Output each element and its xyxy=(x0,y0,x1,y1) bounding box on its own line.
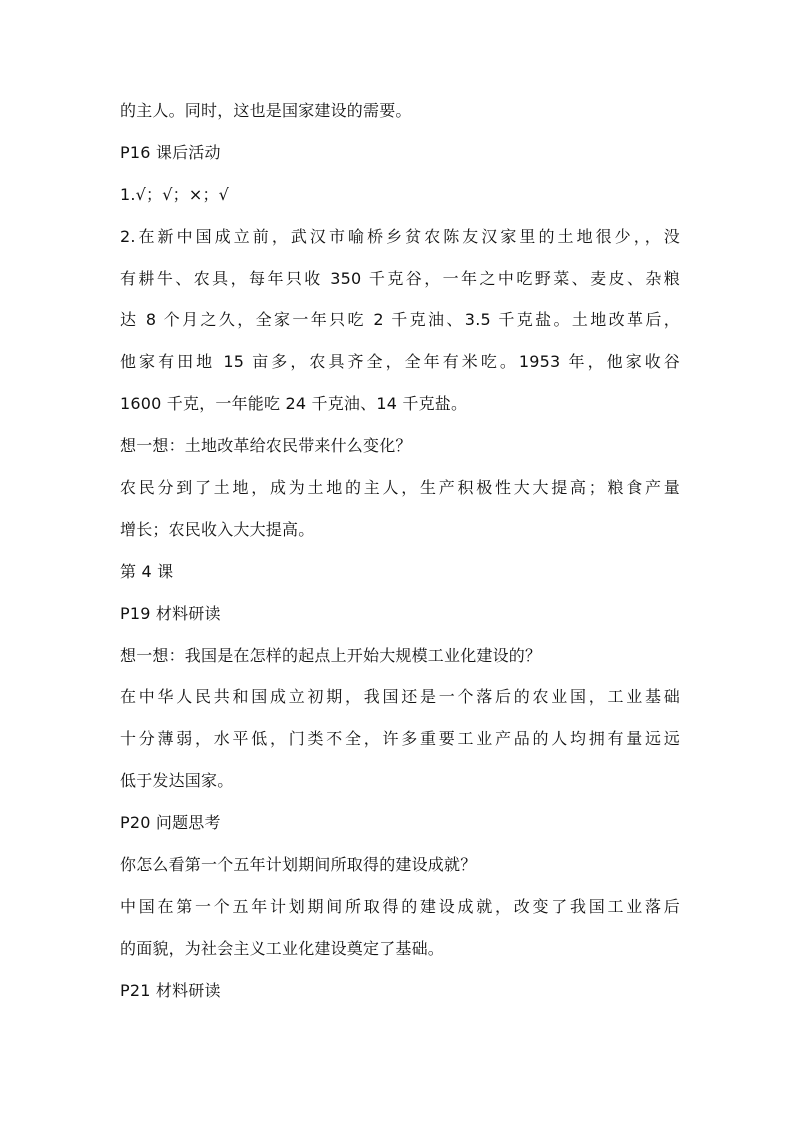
text-line: 2.在新中国成立前，武汉市喻桥乡贫农陈友汉家里的土地很少，，没 xyxy=(120,226,680,246)
text-line: 低于发达国家。 xyxy=(120,771,234,791)
text-line: 农民分到了土地，成为土地的主人，生产积极性大大提高；粮食产量 xyxy=(120,478,680,498)
text-line: 的主人。同时，这也是国家建设的需要。 xyxy=(120,101,412,120)
lesson-heading: 第 4 课 xyxy=(120,561,174,581)
section-heading: P16 课后活动 xyxy=(120,142,221,162)
question-line: 想一想：土地改革给农民带来什么变化？ xyxy=(120,436,412,456)
text-line: 达 8 个月之久，全家一年只吃 2 千克油、3.5 千克盐。土地改革后， xyxy=(120,310,680,330)
document-body xyxy=(120,101,680,1023)
question-line: 你怎么看第一个五年计划期间所取得的建设成就？ xyxy=(120,855,477,875)
text-line: 1600 千克，一年能吃 24 千克油、14 千克盐。 xyxy=(120,394,468,414)
section-heading: P20 问题思考 xyxy=(120,813,221,833)
text-line: 1.√；√；×；√ xyxy=(120,184,230,204)
text-line: 他家有田地 15 亩多，农具齐全，全年有米吃。1953 年，他家收谷 xyxy=(120,352,680,372)
text-line: 的面貌，为社会主义工业化建设奠定了基础。 xyxy=(120,938,445,958)
section-heading: P21 材料研读 xyxy=(120,980,221,1000)
question-line: 想一想：我国是在怎样的起点上开始大规模工业化建设的？ xyxy=(120,645,542,665)
text-line: 有耕牛、农具，每年只收 350 千克谷，一年之中吃野菜、麦皮、杂粮 xyxy=(120,268,680,288)
text-line: 增长；农民收入大大提高。 xyxy=(120,519,315,539)
section-heading: P19 材料研读 xyxy=(120,603,221,623)
text-line: 在中华人民共和国成立初期，我国还是一个落后的农业国，工业基础 xyxy=(120,687,680,707)
text-line: 十分薄弱，水平低，门类不全，许多重要工业产品的人均拥有量远远 xyxy=(120,729,680,749)
text-line: 中国在第一个五年计划期间所取得的建设成就，改变了我国工业落后 xyxy=(120,896,680,916)
